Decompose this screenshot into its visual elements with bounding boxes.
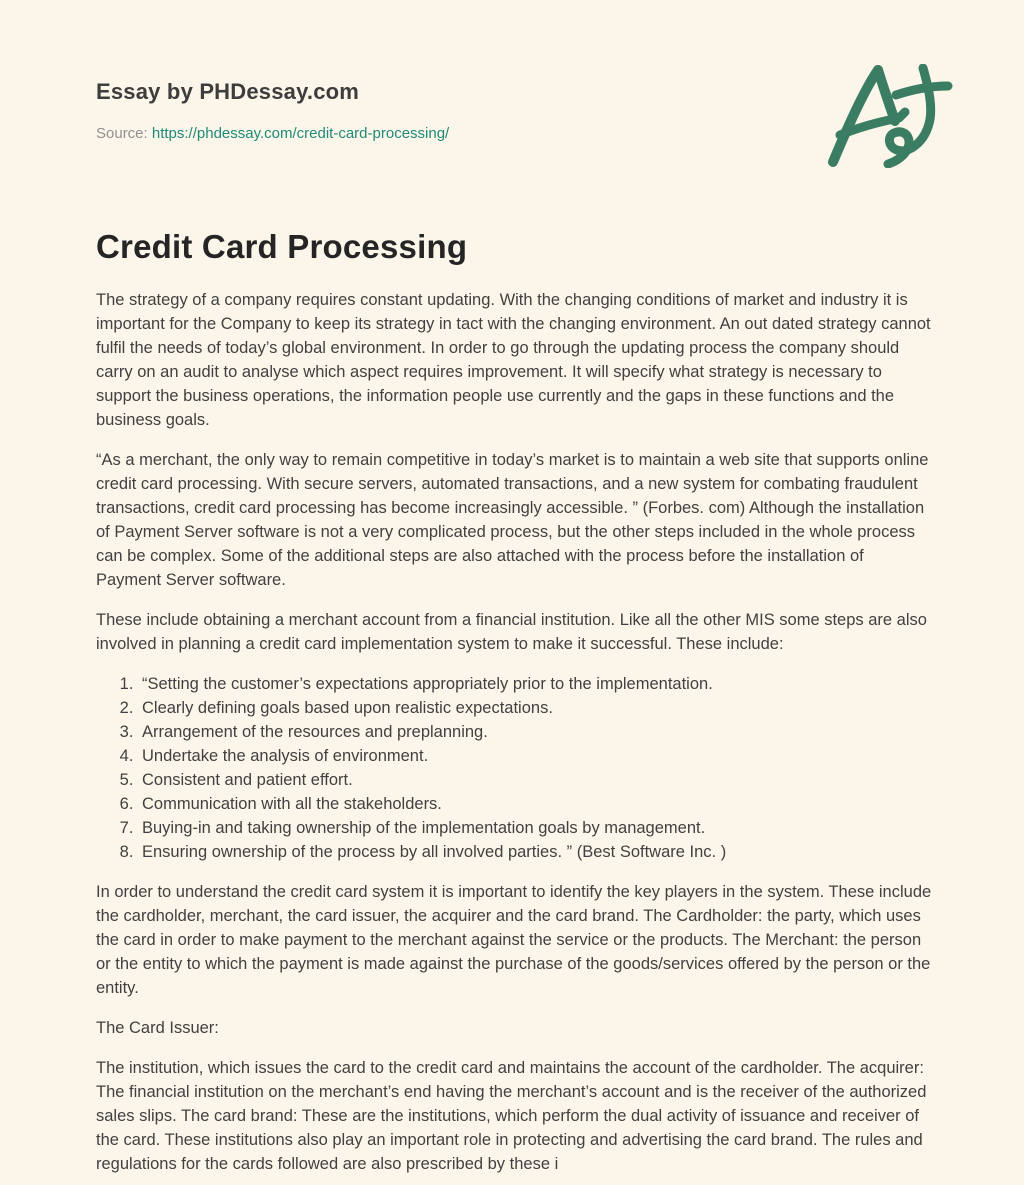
list-item: 4. Undertake the analysis of environment. (138, 744, 932, 768)
list-item: 5. Consistent and patient effort. (138, 768, 932, 792)
essay-title: Credit Card Processing (96, 228, 468, 265)
list-item: 6. Communication with all the stakeholders. (138, 792, 932, 816)
source-url-link[interactable]: https://phdessay.com/credit-card-processing/ (151, 125, 450, 142)
site-title: Essay by PHDessay.com (96, 79, 360, 104)
essay-paragraph: These include obtaining a merchant account from a financial institution. Like all the other MIS some steps are also involved in planning a credit card implementation system to make it successful. These include: (96, 611, 927, 653)
essay-paragraph: In order to understand the credit card system it is important to identify the key players in the system. These include the cardholder, merchant, the card issuer, the acquirer and the card brand. The Cardholder: the party, which uses the card in order to make payment to the merchant against the service or the products. The Merchant: the person or the entity to which the payment is made against the purchase of the goods/services offered by the person or the entity. (96, 883, 932, 997)
essay-paragraph: “As a merchant, the only way to remain competitive in today’s market is to maintain a web site that supports online credit card processing. With secure servers, automated transactions, and a new system for combating fraudulent transactions, credit card processing has become increasingly accessible. ” (Forbes. com) Although the installation of Payment Server software is not a very complicated process, but the other steps included in the whole process can be complex. Some of the additional steps are also attached with the process before the installation of Payment Server software. (96, 451, 929, 589)
list-item: 1. “Setting the customer’s expectations appropriately prior to the implementation. (138, 672, 932, 696)
list-item: 7. Buying-in and taking ownership of the implementation goals by management. (138, 816, 932, 840)
essay-body (96, 288, 932, 1176)
source-line (96, 124, 932, 144)
source-label: Source: (96, 125, 148, 142)
list-item: 8. Ensuring ownership of the process by all involved parties. ” (Best Software Inc. ) (138, 840, 932, 864)
essay-paragraph: The Card Issuer: (96, 1019, 219, 1037)
essay-paragraph: The institution, which issues the card to the credit card and maintains the account of the cardholder. The acquirer: The financial institution on the merchant’s end having the merchant’s account and is the receiver of the authorized sales slips. The card brand: These are the institutions, which perform the dual activity of issuance and receiver of the card. These institutions also play an important role in protecting and advertising the card brand. The rules and regulations for the cards followed are also prescribed by these i (96, 1059, 927, 1173)
essay-paragraph: The strategy of a company requires constant updating. With the changing conditions of market and industry it is important for the Company to keep its strategy in tact with the changing environment. An out dated strategy cannot fulfil the needs of today’s global environment. In order to go through the updating process the company should carry on an audit to analyse which aspect requires improvement. It will specify what strategy is necessary to support the business operations, the information people use currently and the gaps in these functions and the business goals. (96, 291, 931, 429)
phdessay-a-plus-logo-icon (828, 64, 960, 168)
list-item: 2. Clearly defining goals based upon realistic expectations. (138, 696, 932, 720)
implementation-steps-list (96, 672, 932, 864)
list-item: 3. Arrangement of the resources and preplanning. (138, 720, 932, 744)
